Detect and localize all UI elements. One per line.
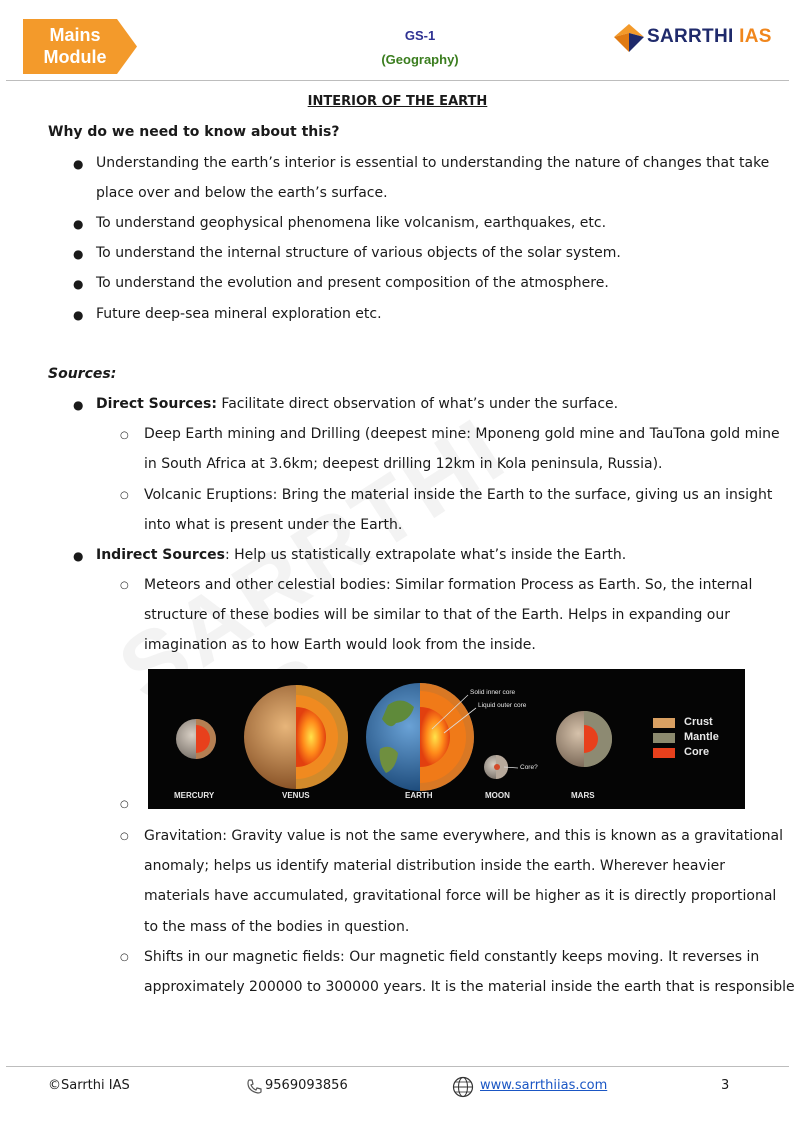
sub-list-item: structure of these bodies will be similar to that of the Earth. Helps in expanding our (144, 607, 730, 623)
legend-swatch-crust (653, 718, 675, 728)
planet-label: VENUS (282, 791, 310, 800)
bullet-icon: ● (73, 277, 84, 291)
list-item: place over and below the earth’s surface. (96, 185, 388, 201)
sub-list-item: approximately 200000 to 300000 years. It is the material inside the earth that is responsible (144, 979, 795, 995)
planet-interiors-figure (148, 669, 745, 809)
sub-list-item: in South Africa at 3.6km; deepest drilling 12km in Kola peninsula, Russia). (144, 456, 663, 472)
subject-label: GS-1 (404, 28, 436, 43)
earth-planet (366, 683, 476, 791)
circle-bullet-icon: ○ (120, 490, 129, 501)
bullet-icon: ● (73, 398, 84, 412)
paper-label: (Geography) (381, 52, 459, 67)
bullet-icon: ● (73, 308, 84, 322)
sub-list-item: to the mass of the bodies in question. (144, 919, 410, 935)
footer-copyright: ©Sarrthi IAS (48, 1078, 130, 1093)
sub-list-item: Meteors and other celestial bodies: Similar formation Process as Earth. So, the internal (144, 577, 753, 593)
mars-planet (556, 711, 612, 767)
circle-bullet-icon: ○ (120, 580, 129, 591)
sub-list-item: into what is present under the Earth. (144, 517, 403, 533)
direct-sources-item (96, 396, 618, 412)
planet-label: MOON (485, 791, 510, 800)
indirect-sources-text: : Help us statistically extrapolate what’s inside the Earth. (224, 547, 627, 563)
logo-accent: IAS (739, 26, 772, 47)
sub-list-item: Deep Earth mining and Drilling (deepest mine: Mponeng gold mine and TauTona gold mine (144, 426, 780, 442)
planet-label: EARTH (405, 791, 433, 800)
venus-planet (244, 685, 348, 789)
circle-bullet-icon: ○ (120, 952, 129, 963)
footer-divider (6, 1066, 789, 1067)
bullet-icon: ● (73, 217, 84, 231)
logo-main: SARRTHI (647, 26, 734, 47)
legend-swatch-mantle (653, 733, 675, 743)
planet-label: MARS (571, 791, 595, 800)
sub-list-item: Gravitation: Gravity value is not the same everywhere, and this is known as a gravitational (144, 828, 783, 844)
bullet-icon: ● (73, 157, 84, 171)
list-item: Understanding the earth’s interior is essential to understanding the nature of changes that take (96, 155, 770, 171)
bullet-icon: ● (73, 549, 84, 563)
planet-interiors-image (148, 669, 745, 809)
sub-list-item: imagination as to how Earth would look from the inside. (144, 637, 536, 653)
globe-icon (452, 1076, 474, 1098)
bullet-icon: ● (73, 247, 84, 261)
sarrthi-logo-icon (614, 24, 644, 52)
page-number: 3 (721, 1078, 730, 1093)
circle-bullet-icon: ○ (120, 799, 129, 810)
logo-wordmark (647, 26, 772, 48)
sub-list-item: Shifts in our magnetic fields: Our magnetic field constantly keeps moving. It reverses in (144, 949, 760, 965)
footer-website (480, 1078, 607, 1093)
badge-line-1: Mains (49, 25, 101, 45)
page-title: INTERIOR OF THE EARTH (307, 94, 488, 109)
annotation-label: Liquid outer core (478, 702, 527, 709)
legend-label: Crust (684, 716, 713, 728)
sub-list-item: anomaly; helps us identify material distribution inside the earth. Wherever heavier (144, 858, 726, 874)
section-question: Why do we need to know about this? (48, 124, 340, 140)
moon-planet (484, 755, 518, 779)
mercury-planet (176, 719, 216, 759)
sub-list-item: Volcanic Eruptions: Bring the material inside the Earth to the surface, giving us an insight (144, 487, 773, 503)
direct-sources-text: Facilitate direct observation of what’s under the surface. (216, 396, 619, 412)
header-divider (6, 80, 789, 81)
circle-bullet-icon: ○ (120, 831, 129, 842)
footer-phone: 9569093856 (265, 1078, 348, 1093)
list-item: Future deep-sea mineral exploration etc. (96, 306, 382, 322)
website-link[interactable]: www.sarrthiias.com (480, 1078, 608, 1093)
circle-bullet-icon: ○ (120, 430, 129, 441)
indirect-sources-label: Indirect Sources (96, 547, 225, 563)
legend-label: Mantle (684, 731, 719, 743)
planet-label: MERCURY (174, 791, 215, 800)
badge-line-2: Module (43, 47, 107, 67)
list-item: To understand the evolution and present composition of the atmosphere. (96, 275, 609, 291)
badge-text (32, 24, 118, 68)
legend-label: Core (684, 746, 710, 758)
phone-icon (246, 1078, 262, 1094)
legend-swatch-core (653, 748, 675, 758)
sources-heading: Sources: (48, 366, 117, 382)
direct-sources-label: Direct Sources: (96, 396, 217, 412)
list-item: To understand geophysical phenomena like volcanism, earthquakes, etc. (96, 215, 607, 231)
annotation-label: Core? (520, 764, 538, 771)
indirect-sources-item (96, 547, 626, 563)
sub-list-item: materials have accumulated, gravitational force will be higher as it is directly proportional (144, 888, 777, 904)
annotation-label: Solid inner core (470, 689, 516, 696)
list-item: To understand the internal structure of various objects of the solar system. (96, 245, 621, 261)
